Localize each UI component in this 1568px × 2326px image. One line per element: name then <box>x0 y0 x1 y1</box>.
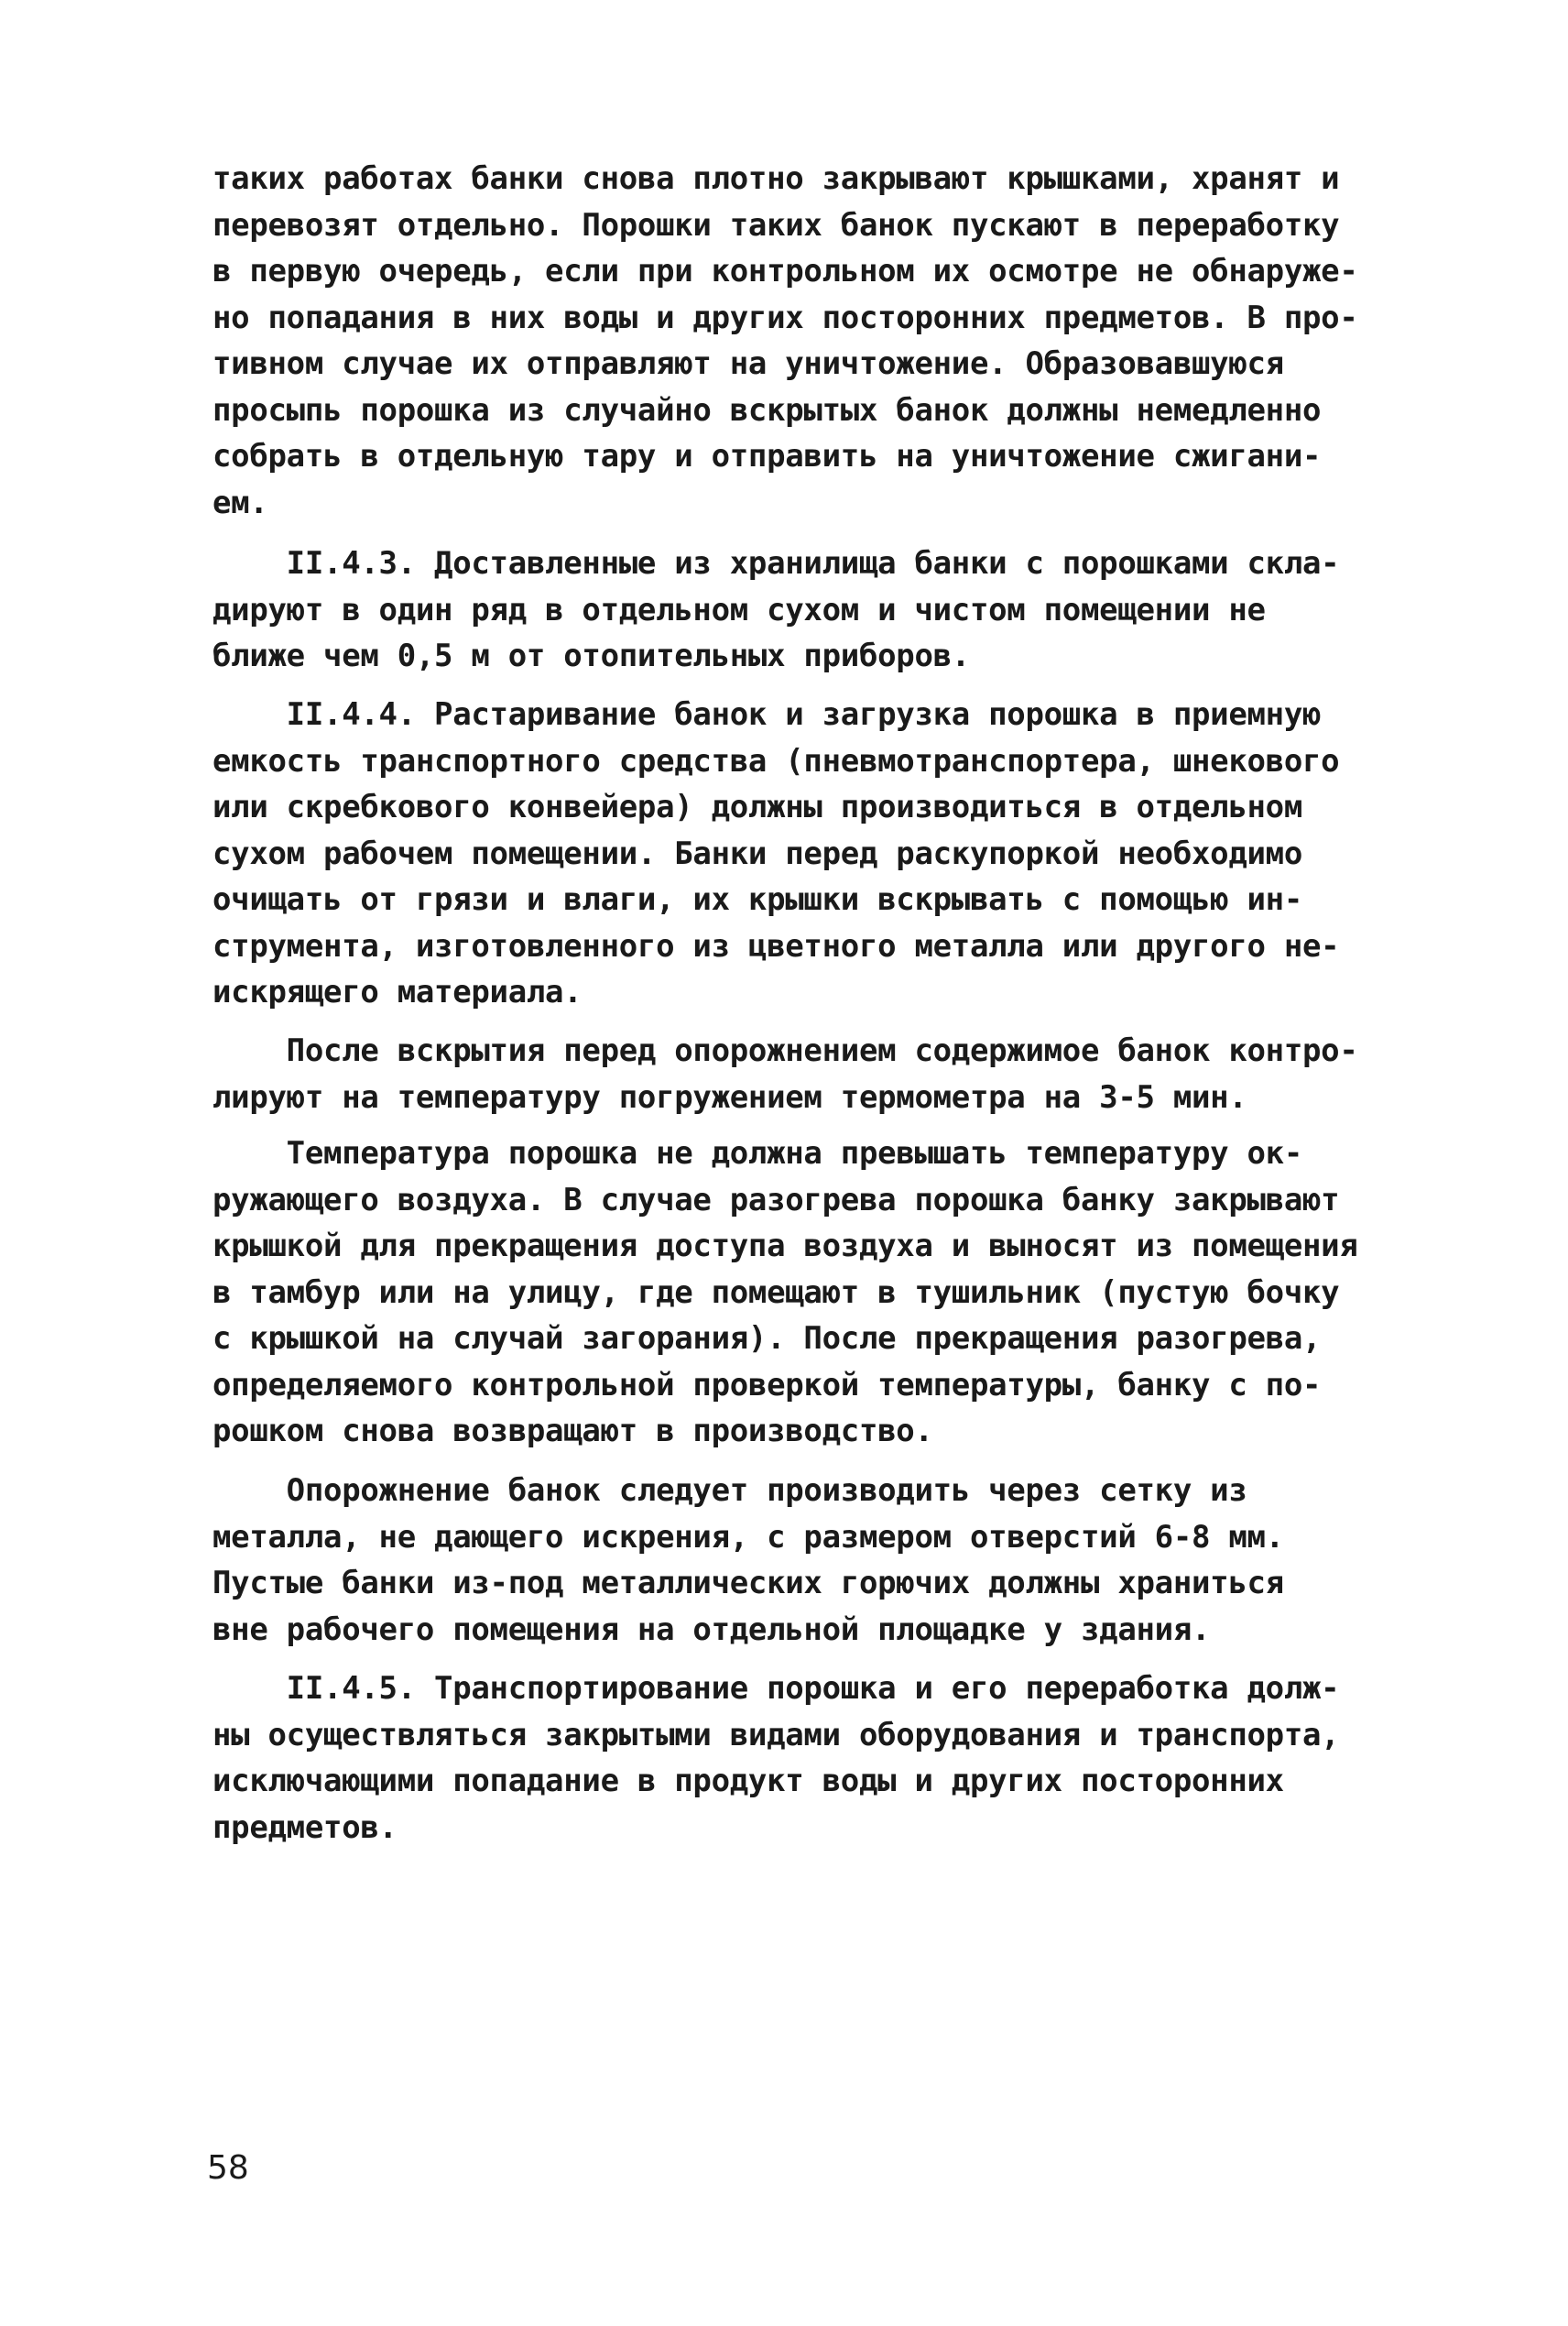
paragraph-section-11-4-3 <box>212 541 1394 680</box>
text-line: дируют в один ряд в отдельном сухом и чистом помещении не <box>212 591 1266 628</box>
text-line: вне рабочего помещения на отдельной площадке у здания. <box>212 1611 1211 1648</box>
paragraph-overheating <box>212 1130 1394 1455</box>
text-line: лируют на температуру погружением термометра на 3-5 мин. <box>212 1078 1247 1116</box>
text-line: После вскрытия перед опорожнением содержимое банок контро- <box>212 1032 1358 1069</box>
text-line: просыпь порошка из случайно вскрытых банок должны немедленно <box>212 391 1322 429</box>
text-line: Опорожнение банок следует производить через сетку из <box>212 1472 1247 1509</box>
paragraph-temperature-check <box>212 1028 1394 1120</box>
text-line: с крышкой на случай загорания). После прекращения разогрева, <box>212 1320 1322 1357</box>
text-line: таких работах банки снова плотно закрывают крышками, хранят и <box>212 160 1340 197</box>
text-line: рошком снова возвращают в производство. <box>212 1413 933 1449</box>
text-line: определяемого контрольной проверкой температуры, банку с по- <box>212 1366 1322 1403</box>
text-line: исключающими попадание в продукт воды и других посторонних <box>212 1763 1284 1799</box>
text-line: ружающего воздуха. В случае разогрева порошка банку закрывают <box>212 1181 1340 1218</box>
text-line: в первую очередь, если при контрольном их осмотре не обнаруже- <box>212 253 1358 289</box>
paragraph-section-11-4-5 <box>212 1665 1394 1851</box>
text-line: крышкой для прекращения доступа воздуха и выносят из помещения <box>212 1228 1358 1264</box>
text-line: II.4.5. Транспортирование порошка и его переработка долж- <box>212 1670 1340 1707</box>
text-line: или скребкового конвейера) должны производиться в отдельном <box>212 789 1303 825</box>
text-line: очищать от грязи и влаги, их крышки вскрывать с помощью ин- <box>212 881 1303 918</box>
paragraph-section-11-4-4 <box>212 692 1394 1016</box>
text-line: в тамбур или на улицу, где помещают в тушильник (пустую бочку <box>212 1273 1340 1311</box>
text-line: но попадания в них воды и других посторонних предметов. В про- <box>212 299 1358 336</box>
paragraph-emptying <box>212 1468 1394 1653</box>
paragraph-continuation <box>212 156 1394 526</box>
text-line: предметов. <box>212 1808 397 1846</box>
page-number: 58 <box>207 2149 249 2187</box>
text-line: тивном случае их отправляют на уничтожение. Образовавшуюся <box>212 345 1284 382</box>
text-line: струмента, изготовленного из цветного металла или другого не- <box>212 927 1340 965</box>
text-line: собрать в отдельную тару и отправить на уничтожение сжигани- <box>212 438 1322 475</box>
text-line: Пустые банки из-под металлических горючих должны храниться <box>212 1565 1284 1601</box>
text-line: емкость транспортного средства (пневмотранспортера, шнекового <box>212 742 1340 780</box>
text-line: искрящего материала. <box>212 974 583 1010</box>
text-line: Температура порошка не должна превышать температуру ок- <box>212 1135 1303 1172</box>
text-line: сухом рабочем помещении. Банки перед раскупоркой необходимо <box>212 835 1303 872</box>
text-line: ближе чем 0,5 м от отопительных приборов. <box>212 638 970 674</box>
text-line: перевозят отдельно. Порошки таких банок пускают в переработку <box>212 206 1340 244</box>
text-line: ем. <box>212 484 268 521</box>
text-line: металла, не дающего искрения, с размером отверстий 6-8 мм. <box>212 1518 1284 1556</box>
text-line: II.4.4. Растаривание банок и загрузка порошка в приемную <box>212 696 1322 733</box>
text-line: ны осуществляться закрытыми видами оборудования и транспорта, <box>212 1716 1340 1753</box>
text-line: II.4.3. Доставленные из хранилища банки с порошками скла- <box>212 545 1340 582</box>
